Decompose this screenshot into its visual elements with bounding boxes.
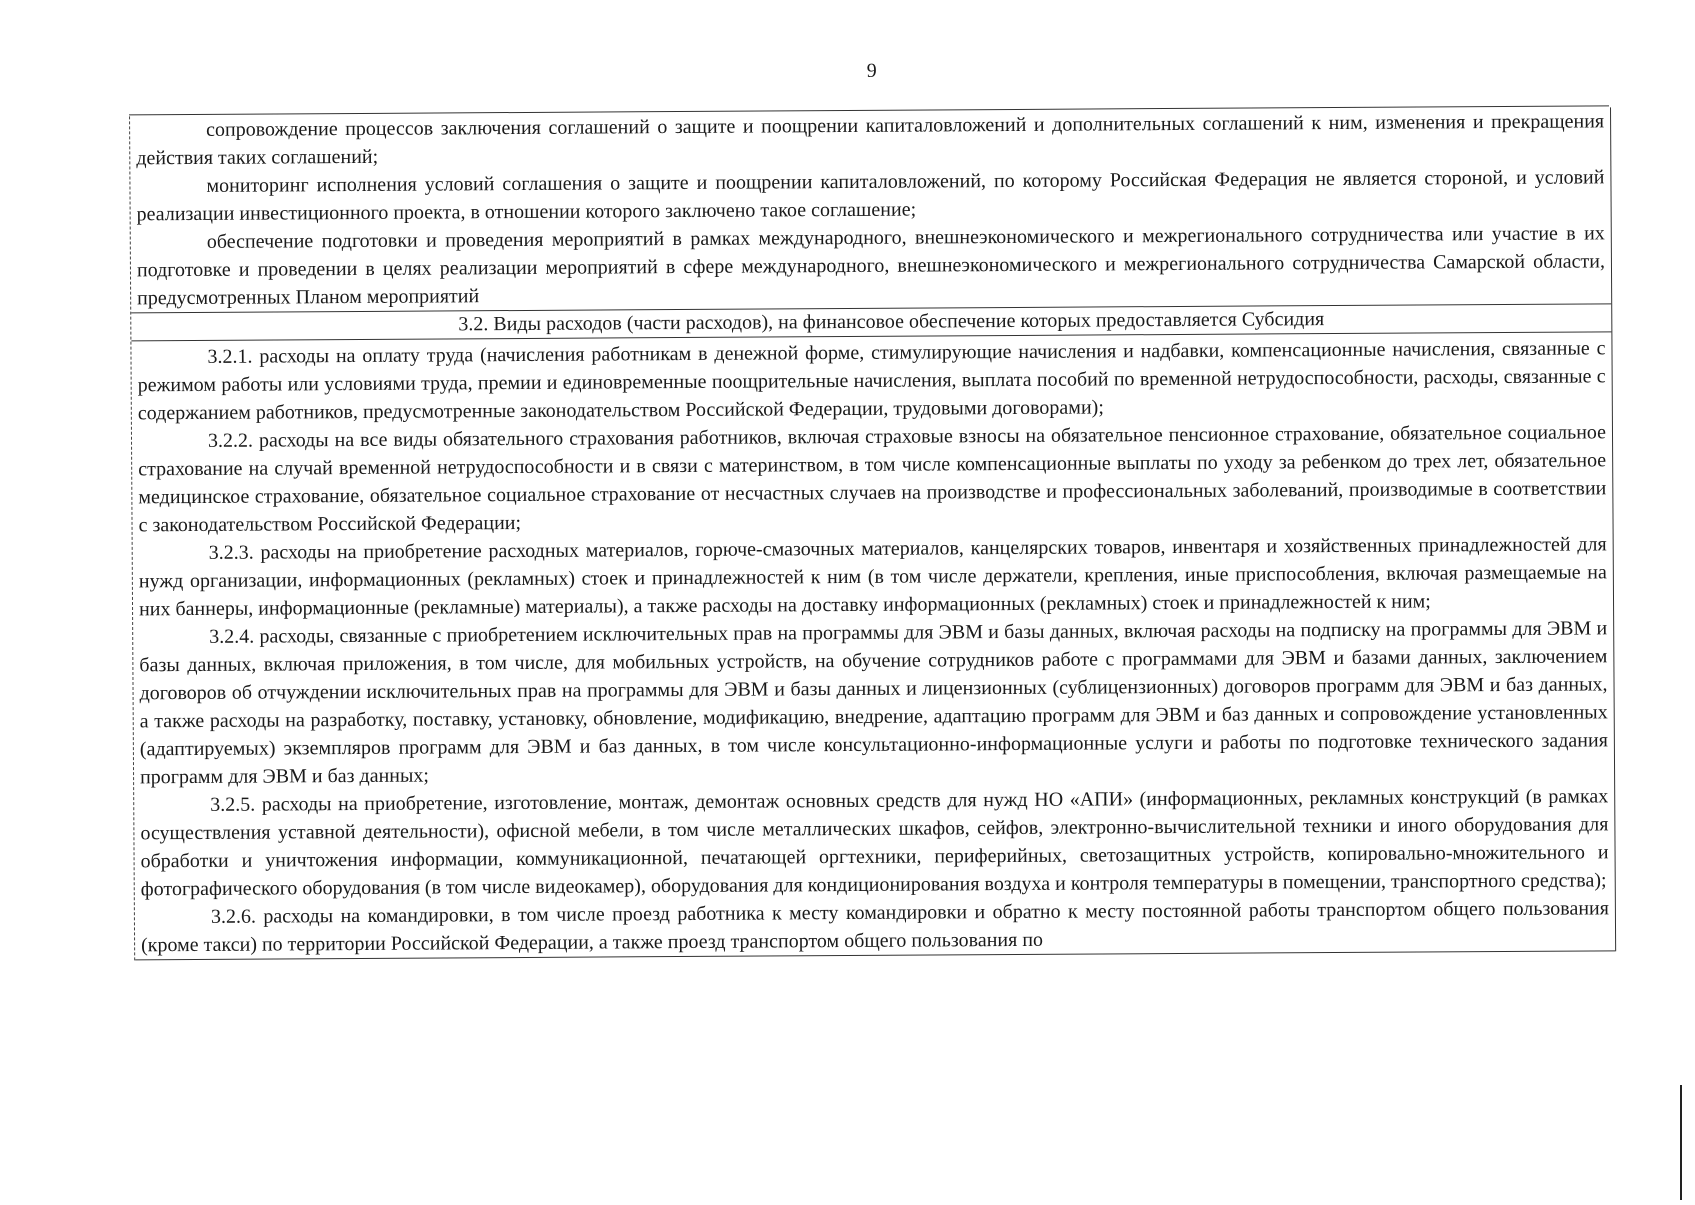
scan-edge-mark [1680, 1085, 1682, 1200]
paragraph: сопровождение процессов заключения соглашений о защите и поощрении капиталовложений и дополнительных соглашений к ним, изменения и прекращения действия таких соглашений; [136, 110, 1605, 170]
page-number: 9 [866, 59, 877, 82]
paragraph: 3.2.4. расходы, связанные с приобретением исключительных прав на программы для ЭВМ и базы данных, включая расходы на подписку на программы для ЭВМ и базы данных, включая приложения, в том числе, для мобильных устройств, на обучение сотрудников работе с программами для ЭВМ и базами данных, заключением договоров об отчуждении исключительных прав на программы для ЭВМ и базы данных и лицензионных (сублицензионных) договоров программ для ЭВМ и баз данных, а также расходы на разработку, поставку, установку, обновление, модификацию, внедрение, адаптацию программ для ЭВМ и баз данных и сопровождение установленных (адаптируемых) экземпляров программ для ЭВМ и баз данных, в том числе консультационно-информационные услуги и работы по подготовке технического задания программ для ЭВМ и баз данных; [139, 617, 1608, 789]
paragraph: 3.2.5. расходы на приобретение, изготовление, монтаж, демонтаж основных средств для нужд НО «АПИ» (информационных, рекламных конструкций (в рамках осуществления уставной деятельности), офисной мебели, в том числе металлических шкафов, сейфов, электронно-вычислительной техники и иного оборудования для обработки и уничтожения информации, коммуникационной, печатающей оргтехники, периферийных, светозащитных устройств, копировально-множительного и фотографического оборудования (в том числе видеокамер), оборудования для кондиционирования воздуха и контроля температуры в помещении, транспортного средства); [140, 785, 1609, 901]
table-cell-activities [130, 107, 1611, 313]
section-header: 3.2. Виды расходов (части расходов), на финансовое обеспечение которых предоставляется Субсидия [131, 304, 1611, 341]
paragraph: 3.2.1. расходы на оплату труда (начисления работникам в денежной форме, стимулирующие начисления и надбавки, компенсационные начисления, связанные с режимом работы или условиями труда, премии и единовременные поощрительные начисления, выплата пособий по временной нетрудоспособности, расходы, связанные с содержанием работников, предусмотренные законодательством Российской Федерации, трудовыми договорами); [137, 337, 1606, 425]
paragraph: 3.2.3. расходы на приобретение расходных материалов, горюче-смазочных материалов, канцелярских товаров, инвентаря и хозяйственных принадлежностей для нужд организации, информационных (рекламных) стоек и принадлежностей к ним (в том числе держатели, крепления, иные приспособления, включая размещаемые на них баннеры, информационные (рекламные) материалы), а также расходы на доставку информационных (рекламных) стоек и принадлежностей к ним; [138, 533, 1607, 621]
paragraph: 3.2.2. расходы на все виды обязательного страхования работников, включая страховые взносы на обязательное пенсионное страхование, обязательное социальное страхование на случай временной нетрудоспособности и в связи с материнством, в том числе компенсационные выплаты по уходу за ребенком до трех лет, обязательное медицинское страхование, обязательное социальное страхование от несчастных случаев на производстве и профессиональных заболеваний, производимые в соответствии с законодательством Российской Федерации; [138, 421, 1607, 537]
table-cell-expense-types [131, 332, 1615, 960]
paragraph: обеспечение подготовки и проведения мероприятий в рамках международного, внешнеэкономического и межрегионального сотрудничества или участие в их подготовке и проведении в целях реализации мероприятий в сфере международного, внешнеэкономического и межрегионального сотрудничества Самарской области, предусмотренных Планом мероприятий [136, 222, 1606, 310]
paragraph: 3.2.6. расходы на командировки, в том числе проезд работника к месту командировки и обратно к месту постоянной работы транспортом общего пользования (кроме такси) по территории Российской Федерации, а также проезд транспортом общего пользования по [141, 897, 1609, 957]
expenses-table [129, 107, 1616, 960]
paragraph: мониторинг исполнения условий соглашения о защите и поощрении капиталовложений, по которому Российская Федерация не является стороной, и условий реализации инвестиционного проекта, в отношении которого заключено такое соглашение; [136, 166, 1605, 226]
